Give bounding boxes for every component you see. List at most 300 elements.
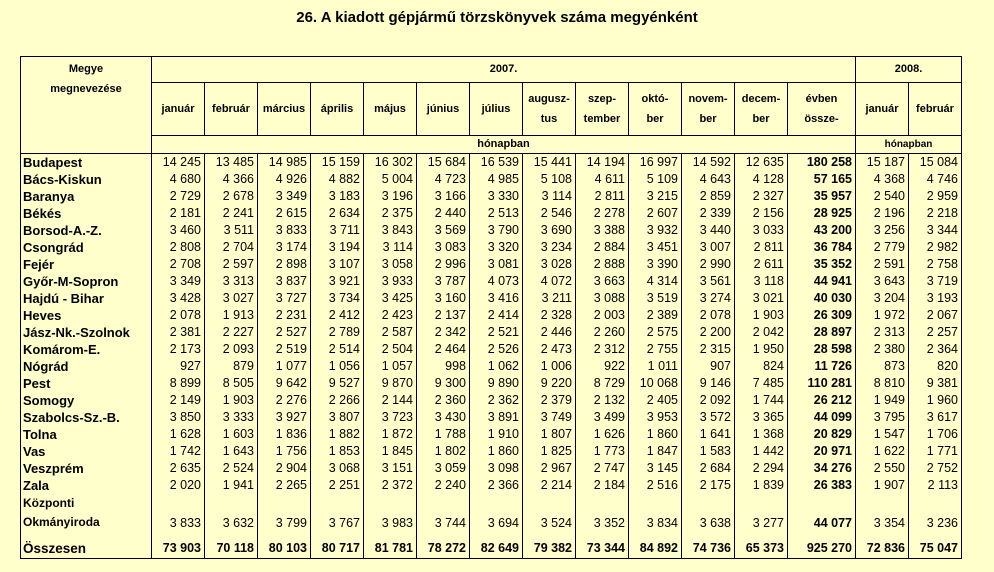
month-value-2008: 2 758 [909,256,962,273]
month-value-2007: 3 114 [364,239,417,256]
month-value-2007: 2 990 [682,256,735,273]
header-month-2008: február [909,83,962,136]
month-value-2007: 3 416 [470,290,523,307]
month-value-2007: 81 781 [364,532,417,559]
month-value-2007: 3 059 [417,460,470,477]
month-value-2007: 1 643 [205,443,258,460]
month-value-2008: 2 591 [856,256,909,273]
month-value-2007: 9 146 [682,375,735,392]
header-month-2007: augusz- tus [523,83,576,136]
month-value-2007: 15 441 [523,154,576,172]
table-row [21,188,962,205]
month-value-2007: 3 145 [629,460,682,477]
county-name: Veszprém [21,460,152,477]
month-value-2007: 2 440 [417,205,470,222]
month-value-2007: 2 516 [629,477,682,494]
month-value-2007: 998 [417,358,470,375]
month-value-2007: 3 313 [205,273,258,290]
month-value-2007: 3 727 [258,290,311,307]
month-value-2007: 2 042 [735,324,788,341]
year-total-2007: 57 165 [788,171,856,188]
month-value-2007: 2 389 [629,307,682,324]
month-value-2007: 2 149 [152,392,205,409]
month-value-2007: 4 611 [576,171,629,188]
month-value-2007: 3 799 [258,494,311,532]
table-row [21,205,962,222]
month-value-2007: 3 088 [576,290,629,307]
month-value-2007: 2 137 [417,307,470,324]
header-month-2007: április [311,83,364,136]
month-value-2007: 3 388 [576,222,629,239]
year-total-2007: 26 309 [788,307,856,324]
month-value-2007: 3 021 [735,290,788,307]
table-row [21,426,962,443]
year-total-2007: 35 957 [788,188,856,205]
month-value-2007: 2 093 [205,341,258,358]
month-value-2007: 3 711 [311,222,364,239]
month-value-2007: 3 933 [364,273,417,290]
month-value-2007: 1 903 [205,392,258,409]
table-row [21,409,962,426]
month-value-2007: 3 663 [576,273,629,290]
month-value-2007: 1 913 [205,307,258,324]
month-value-2007: 2 789 [311,324,364,341]
month-value-2007: 9 870 [364,375,417,392]
header-month-2007: novem- ber [682,83,735,136]
month-value-2008: 1 907 [856,477,909,494]
month-value-2007: 2 260 [576,324,629,341]
month-value-2007: 9 220 [523,375,576,392]
month-value-2007: 3 058 [364,256,417,273]
year-total-2007: 40 030 [788,290,856,307]
month-value-2007: 3 638 [682,494,735,532]
table-row [21,341,962,358]
county-name: Szabolcs-Sz.-B. [21,409,152,426]
month-value-2007: 1 744 [735,392,788,409]
month-value-2007: 2 173 [152,341,205,358]
county-name: Pest [21,375,152,392]
month-value-2007: 824 [735,358,788,375]
month-value-2007: 2 184 [576,477,629,494]
month-value-2007: 1 442 [735,443,788,460]
year-total-2007: 44 077 [788,494,856,532]
month-value-2007: 3 196 [364,188,417,205]
county-name: Budapest [21,154,152,172]
month-value-2007: 2 241 [205,205,258,222]
month-value-2008: 2 113 [909,477,962,494]
month-value-2007: 1 628 [152,426,205,443]
month-value-2007: 4 643 [682,171,735,188]
month-value-2007: 2 575 [629,324,682,341]
month-value-2007: 3 744 [417,494,470,532]
month-value-2007: 3 837 [258,273,311,290]
month-value-2007: 2 504 [364,341,417,358]
month-value-2007: 3 166 [417,188,470,205]
month-value-2008: 2 779 [856,239,909,256]
month-value-2007: 3 107 [311,256,364,273]
month-value-2007: 14 194 [576,154,629,172]
header-month-2008: január [856,83,909,136]
month-value-2007: 2 214 [523,477,576,494]
month-value-2007: 3 807 [311,409,364,426]
header-months-row [21,83,962,136]
county-name: Somogy [21,392,152,409]
month-value-2007: 80 717 [311,532,364,559]
month-value-2007: 3 194 [311,239,364,256]
month-value-2008: 72 836 [856,532,909,559]
month-value-2007: 8 505 [205,375,258,392]
total-row [21,532,962,559]
month-value-2008: 2 380 [856,341,909,358]
month-value-2007: 3 983 [364,494,417,532]
month-value-2007: 2 144 [364,392,417,409]
table-row [21,256,962,273]
month-value-2008: 3 256 [856,222,909,239]
month-value-2008: 15 187 [856,154,909,172]
month-value-2007: 80 103 [258,532,311,559]
month-value-2007: 3 114 [523,188,576,205]
month-value-2007: 2 898 [258,256,311,273]
month-value-2008: 4 368 [856,171,909,188]
month-value-2007: 3 833 [152,494,205,532]
month-value-2007: 2 888 [576,256,629,273]
month-value-2007: 2 328 [523,307,576,324]
month-value-2007: 3 451 [629,239,682,256]
month-value-2008: 8 810 [856,375,909,392]
month-value-2007: 2 755 [629,341,682,358]
month-value-2008: 3 236 [909,494,962,532]
month-value-2007: 907 [682,358,735,375]
month-value-2007: 2 132 [576,392,629,409]
month-value-2007: 2 811 [576,188,629,205]
month-value-2007: 1 941 [205,477,258,494]
month-value-2007: 3 767 [311,494,364,532]
month-value-2007: 3 690 [523,222,576,239]
table-row [21,324,962,341]
month-value-2007: 879 [205,358,258,375]
month-value-2007: 3 833 [258,222,311,239]
month-value-2007: 14 592 [682,154,735,172]
month-value-2007: 3 460 [152,222,205,239]
table-row [21,273,962,290]
month-value-2008: 2 752 [909,460,962,477]
county-name: Fejér [21,256,152,273]
month-value-2007: 1 903 [735,307,788,324]
month-value-2007: 2 423 [364,307,417,324]
month-value-2007: 1 860 [629,426,682,443]
table-row [21,290,962,307]
table-title: 26. A kiadott gépjármű törzskönyvek száma megyénként [296,9,698,26]
data-table [20,56,962,559]
month-value-2008: 3 719 [909,273,962,290]
month-value-2007: 15 159 [311,154,364,172]
month-value-2007: 2 747 [576,460,629,477]
month-value-2007: 3 349 [258,188,311,205]
header-year-2007: 2007. [152,57,856,83]
month-value-2007: 3 098 [470,460,523,477]
month-value-2007: 2 227 [205,324,258,341]
month-value-2007: 2 020 [152,477,205,494]
county-name: Összesen [21,532,152,559]
month-value-2007: 3 007 [682,239,735,256]
month-value-2007: 3 277 [735,494,788,532]
month-value-2007: 4 314 [629,273,682,290]
month-value-2007: 12 635 [735,154,788,172]
year-total-2007: 26 383 [788,477,856,494]
month-value-2007: 3 330 [470,188,523,205]
month-value-2007: 2 904 [258,460,311,477]
month-value-2007: 79 382 [523,532,576,559]
month-value-2007: 2 175 [682,477,735,494]
month-value-2007: 4 985 [470,171,523,188]
month-value-2007: 3 081 [470,256,523,273]
year-total-2007: 26 212 [788,392,856,409]
table-row [21,154,962,172]
month-value-2007: 3 211 [523,290,576,307]
month-value-2007: 4 073 [470,273,523,290]
header-month-2007: március [258,83,311,136]
month-value-2007: 2 412 [311,307,364,324]
month-value-2007: 2 414 [470,307,523,324]
year-total-2007: 44 099 [788,409,856,426]
month-value-2007: 2 339 [682,205,735,222]
month-value-2007: 2 527 [258,324,311,341]
header-month-2007: június [417,83,470,136]
month-value-2007: 2 597 [205,256,258,273]
month-value-2007: 3 953 [629,409,682,426]
month-value-2007: 3 160 [417,290,470,307]
month-value-2007: 1 847 [629,443,682,460]
month-value-2007: 2 526 [470,341,523,358]
table-row [21,375,962,392]
month-value-2007: 2 521 [470,324,523,341]
month-value-2007: 3 511 [205,222,258,239]
month-value-2007: 1 756 [258,443,311,460]
county-name: Zala [21,477,152,494]
county-name: Baranya [21,188,152,205]
month-value-2007: 3 843 [364,222,417,239]
month-value-2007: 2 379 [523,392,576,409]
month-value-2007: 4 723 [417,171,470,188]
county-name: Hajdú - Bihar [21,290,152,307]
header-honapban-2008: hónapban [856,136,962,154]
month-value-2007: 2 372 [364,477,417,494]
month-value-2007: 2 078 [682,307,735,324]
month-value-2007: 3 891 [470,409,523,426]
month-value-2007: 2 811 [735,239,788,256]
month-value-2007: 3 834 [629,494,682,532]
month-value-2008: 820 [909,358,962,375]
month-value-2007: 9 642 [258,375,311,392]
county-name: Csongrád [21,239,152,256]
month-value-2008: 2 540 [856,188,909,205]
month-value-2007: 3 749 [523,409,576,426]
month-value-2007: 3 215 [629,188,682,205]
month-value-2007: 2 884 [576,239,629,256]
month-value-2007: 3 151 [364,460,417,477]
month-value-2007: 3 519 [629,290,682,307]
month-value-2007: 15 684 [417,154,470,172]
county-name: Bács-Kiskun [21,171,152,188]
month-value-2007: 4 882 [311,171,364,188]
month-value-2007: 3 734 [311,290,364,307]
month-value-2007: 2 181 [152,205,205,222]
header-month-2007: május [364,83,417,136]
month-value-2007: 2 278 [576,205,629,222]
month-value-2007: 3 850 [152,409,205,426]
month-value-2007: 3 499 [576,409,629,426]
month-value-2007: 7 485 [735,375,788,392]
month-value-2007: 3 428 [152,290,205,307]
month-value-2007: 1 773 [576,443,629,460]
month-value-2007: 1 077 [258,358,311,375]
month-value-2008: 9 381 [909,375,962,392]
month-value-2007: 3 932 [629,222,682,239]
header-month-2007: július [470,83,523,136]
month-value-2007: 3 569 [417,222,470,239]
month-value-2007: 2 519 [258,341,311,358]
month-value-2007: 4 072 [523,273,576,290]
month-value-2007: 922 [576,358,629,375]
month-value-2007: 1 839 [735,477,788,494]
year-total-2007: 28 598 [788,341,856,358]
month-value-2007: 1 825 [523,443,576,460]
month-value-2007: 16 997 [629,154,682,172]
month-value-2007: 5 004 [364,171,417,188]
month-value-2007: 2 251 [311,477,364,494]
month-value-2007: 2 231 [258,307,311,324]
header-evben-ossze: évben össze- [788,83,856,136]
header-month-2007: szep- tember [576,83,629,136]
month-value-2007: 3 333 [205,409,258,426]
month-value-2007: 2 513 [470,205,523,222]
month-value-2008: 1 547 [856,426,909,443]
year-total-2007: 20 971 [788,443,856,460]
month-value-2007: 3 183 [311,188,364,205]
county-name: Borsod-A.-Z. [21,222,152,239]
year-total-2007: 36 784 [788,239,856,256]
month-value-2007: 2 635 [152,460,205,477]
year-total-2007: 180 258 [788,154,856,172]
month-value-2007: 3 694 [470,494,523,532]
month-value-2007: 2 514 [311,341,364,358]
month-value-2007: 1 641 [682,426,735,443]
month-value-2008: 2 257 [909,324,962,341]
month-value-2007: 1 056 [311,358,364,375]
table-row [21,222,962,239]
year-total-2007: 35 352 [788,256,856,273]
year-total-2007: 110 281 [788,375,856,392]
month-value-2007: 74 736 [682,532,735,559]
month-value-2007: 3 561 [682,273,735,290]
month-value-2008: 3 643 [856,273,909,290]
month-value-2007: 2 003 [576,307,629,324]
month-value-2007: 3 572 [682,409,735,426]
month-value-2007: 2 312 [576,341,629,358]
month-value-2007: 9 890 [470,375,523,392]
month-value-2007: 2 678 [205,188,258,205]
month-value-2007: 3 390 [629,256,682,273]
month-value-2007: 2 276 [258,392,311,409]
month-value-2008: 1 972 [856,307,909,324]
month-value-2007: 2 381 [152,324,205,341]
month-value-2008: 2 959 [909,188,962,205]
month-value-2008: 75 047 [909,532,962,559]
county-name: Komárom-E. [21,341,152,358]
month-value-2008: 1 960 [909,392,962,409]
year-total-2007: 11 726 [788,358,856,375]
month-value-2007: 2 704 [205,239,258,256]
month-value-2007: 2 315 [682,341,735,358]
table-header [21,57,962,154]
month-value-2007: 2 327 [735,188,788,205]
month-value-2007: 3 430 [417,409,470,426]
month-value-2007: 1 062 [470,358,523,375]
month-value-2007: 2 684 [682,460,735,477]
month-value-2007: 2 967 [523,460,576,477]
month-value-2007: 2 366 [470,477,523,494]
month-value-2007: 2 587 [364,324,417,341]
month-value-2007: 3 234 [523,239,576,256]
month-value-2007: 3 632 [205,494,258,532]
month-value-2007: 1 011 [629,358,682,375]
month-value-2007: 1 802 [417,443,470,460]
header-megye: Megye megnevezése [21,57,152,154]
month-value-2007: 3 921 [311,273,364,290]
month-value-2007: 3 320 [470,239,523,256]
month-value-2007: 13 485 [205,154,258,172]
month-value-2007: 3 083 [417,239,470,256]
month-value-2007: 2 473 [523,341,576,358]
month-value-2007: 82 649 [470,532,523,559]
month-value-2007: 10 068 [629,375,682,392]
month-value-2007: 2 607 [629,205,682,222]
month-value-2007: 1 368 [735,426,788,443]
year-total-2007: 28 925 [788,205,856,222]
month-value-2007: 2 156 [735,205,788,222]
month-value-2008: 1 622 [856,443,909,460]
month-value-2007: 2 634 [311,205,364,222]
month-value-2007: 3 365 [735,409,788,426]
table-body [21,154,962,559]
month-value-2007: 1 860 [470,443,523,460]
month-value-2007: 2 360 [417,392,470,409]
table-row [21,358,962,375]
month-value-2008: 3 344 [909,222,962,239]
month-value-2007: 2 375 [364,205,417,222]
county-name: Békés [21,205,152,222]
month-value-2007: 2 265 [258,477,311,494]
month-value-2007: 1 836 [258,426,311,443]
year-total-2007: 44 941 [788,273,856,290]
month-value-2007: 3 425 [364,290,417,307]
table-row [21,307,962,324]
month-value-2007: 16 539 [470,154,523,172]
month-value-2008: 15 084 [909,154,962,172]
month-value-2007: 2 464 [417,341,470,358]
month-value-2007: 2 342 [417,324,470,341]
month-value-2007: 3 174 [258,239,311,256]
month-value-2007: 16 302 [364,154,417,172]
month-value-2007: 73 903 [152,532,205,559]
month-value-2007: 2 078 [152,307,205,324]
month-value-2007: 2 405 [629,392,682,409]
month-value-2008: 3 795 [856,409,909,426]
month-value-2007: 1 603 [205,426,258,443]
month-value-2007: 9 300 [417,375,470,392]
month-value-2007: 3 118 [735,273,788,290]
month-value-2008: 2 067 [909,307,962,324]
